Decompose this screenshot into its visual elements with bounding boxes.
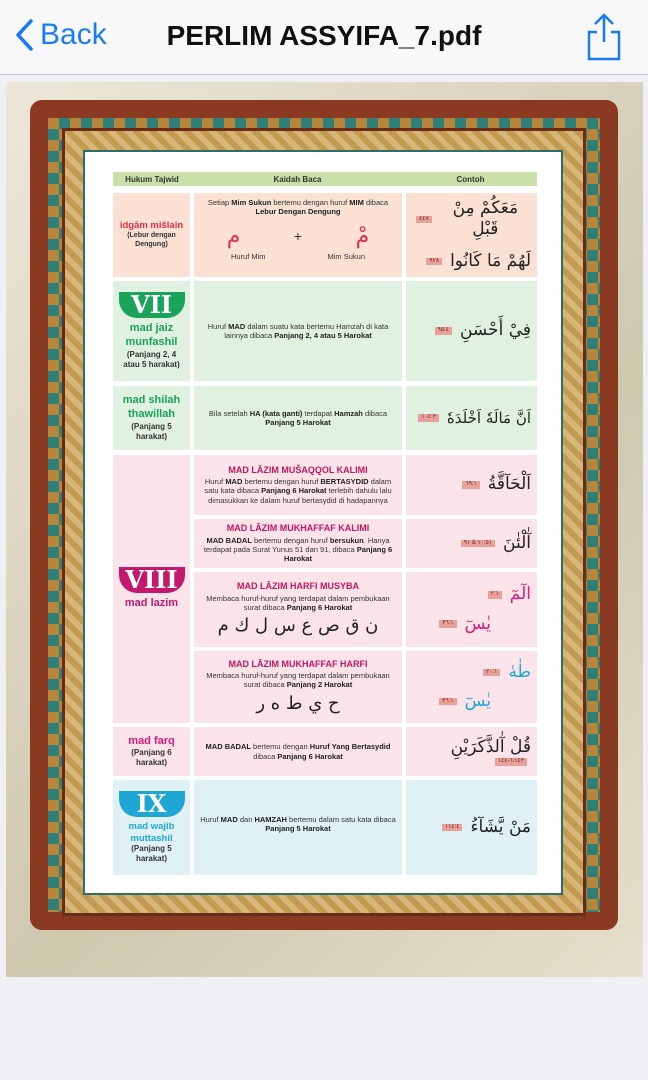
label-mim-sukun: Mim Sukun — [327, 252, 366, 262]
text: (Panjang 6 harakat) — [131, 748, 172, 768]
text: MAD LĀZIM MUKHAFFAF KALIMI — [226, 523, 370, 534]
text: Huruf — [204, 477, 226, 487]
text: مَعَكُمْ مِنْ قَبْلِ — [452, 198, 519, 240]
text: MAD BADAL — [206, 535, 252, 545]
hukum-mad-lazim — [113, 455, 190, 723]
text: مَنْ يَّشَآءُ — [470, 816, 531, 837]
text: MAD BADAL — [205, 742, 251, 752]
text: HAMZAH — [254, 815, 287, 824]
text: terlebih dahulu lalu dimasukkan ke dalam huruf bertasydid di hadapannya — [208, 486, 392, 505]
text: Panjang 6 Harokat — [277, 751, 343, 761]
plus-sign: + — [293, 227, 303, 244]
text: MAD — [225, 477, 243, 487]
text: bersukun — [329, 535, 364, 545]
text: . Hanya terdapat pada Surat Yunus 51 dan 91, dibaca — [203, 535, 390, 554]
hukum-mad-jaiz-munfashil — [113, 281, 190, 381]
kaidah-mad-wajib-muttashil — [194, 780, 402, 875]
text: ٤٤٧ — [416, 216, 432, 224]
text: terdapat — [302, 408, 335, 418]
letter-mim: م — [226, 223, 241, 249]
roman-badge-vii: VII — [119, 292, 185, 318]
share-icon[interactable] — [584, 12, 624, 62]
header-hukum-tajwid: Hukum Tajwid — [113, 172, 191, 186]
text: dibaca — [363, 198, 389, 207]
text: dalam suatu kata bertemu Hamzah di kata lainnya dibaca — [224, 321, 389, 340]
text: Lebur Dengan Dengung — [255, 207, 341, 217]
text: dalam satu kata dibaca — [204, 477, 392, 496]
text: لَهُمْ مَا كَانُوا — [450, 250, 531, 271]
text: Mim Sukun — [231, 198, 272, 207]
text: ٣٦:١ — [439, 620, 456, 628]
hukum-name: idgām mišlain — [119, 220, 184, 232]
header-contoh: Contoh — [404, 172, 537, 186]
letter-mim-sukun: مْ — [355, 223, 370, 249]
text: dibaca — [253, 751, 278, 761]
text: bertemu dengan huruf — [271, 198, 350, 207]
text: ٦:١٤٣-١٤٤ — [495, 758, 527, 766]
contoh-mad-lazim-mukhaffaf-harfi — [406, 651, 537, 723]
text: ١٠:٥١ & ٩١ — [461, 540, 495, 548]
text: bertemu dengan huruf — [242, 477, 321, 487]
text: ٩٢٨ — [426, 258, 442, 266]
text: Huruf — [200, 815, 221, 824]
header-kaidah-baca: Kaidah Baca — [191, 172, 404, 186]
text: ٢٠:١ — [483, 669, 500, 677]
text: bertemu dalam satu kata dibaca — [286, 815, 396, 824]
text: Panjang 6 Harokat — [284, 544, 393, 564]
hukum-mad-wajib-muttashil — [113, 780, 190, 875]
text: الٓمٓ — [509, 584, 531, 605]
text: MAD LĀZIM MUKHAFFAF HARFI — [228, 658, 368, 669]
text: Bila setelah — [208, 408, 250, 418]
text: Membaca huruf-huruf yang terdapat dalam pembukaan surat dibaca — [206, 671, 390, 690]
kaidah-mad-farq — [194, 727, 402, 776]
hukum-mad-farq — [113, 727, 190, 776]
hukum-mad-shilah-thawillah — [113, 386, 190, 450]
text: اَلْحَآقَّةُ — [487, 474, 531, 495]
text: ٢:١ — [488, 591, 502, 599]
text: آٰلْئٰنَ — [503, 532, 531, 553]
contoh-mad-lazim-harfi-musyba — [406, 572, 537, 647]
text: Panjang 6 Harokat — [286, 602, 353, 612]
back-label: Back — [40, 18, 107, 51]
contoh-mad-lazim-musaqqol-kalimi — [406, 455, 537, 515]
text: MAD — [220, 815, 238, 824]
text: BERTASYDID — [320, 477, 369, 487]
text: ٩٥:٤ — [435, 327, 452, 335]
text: يٰسٓ — [464, 613, 491, 634]
huruf-mukhaffaf: ح ي ط ه ر — [256, 692, 340, 714]
navigation-bar — [0, 0, 648, 75]
text: قُلْ آٰلذَّكَرَيْنِ — [450, 737, 531, 758]
text: Panjang 2 Harokat — [286, 680, 353, 690]
text: اَنَّ مَالَهٗ اَخْلَدَهٗ — [446, 408, 531, 427]
text: طٰهٰ — [508, 661, 531, 682]
contoh-mad-wajib-muttashil — [406, 780, 537, 875]
text: dan — [237, 815, 255, 824]
huruf-musyba: ن ق ص ع س ل ك م — [217, 615, 379, 637]
text: Panjang 5 Harokat — [265, 824, 331, 834]
text: HA (kata ganti) — [249, 408, 303, 418]
text: mad wajib muttashil — [128, 820, 175, 844]
contoh-mad-lazim-mukhaffaf-kalimi — [406, 519, 537, 568]
text: MAD — [228, 321, 246, 331]
text: bertemu dengan huruf — [251, 535, 330, 545]
contoh-mad-shilah-thawillah — [406, 386, 537, 450]
text: Hamzah — [334, 408, 363, 418]
text: (Panjang 2, 4 atau 5 harakat) — [123, 349, 180, 369]
label-huruf-mim: Huruf Mim — [230, 252, 266, 262]
text: Setiap — [207, 198, 232, 207]
text: ٦٩:١ — [462, 481, 479, 489]
text: Membaca huruf-huruf yang terdapat dalam pembukaan surat dibaca — [206, 593, 390, 612]
roman-badge-ix: IX — [119, 791, 185, 817]
kaidah-mad-lazim-mukhaffaf-kalimi — [194, 519, 402, 568]
text: ١١٤:٤ — [442, 824, 463, 832]
contoh-idgam-mislain — [406, 193, 537, 277]
text: (Panjang 5 harakat) — [131, 421, 172, 441]
text: Huruf — [207, 321, 229, 331]
contoh-mad-farq — [406, 727, 537, 776]
text: يٰسٓ — [464, 691, 491, 711]
text: mad lazim — [124, 597, 179, 610]
text: Huruf Yang Bertasydid — [309, 742, 391, 752]
roman-badge-viii: VIII — [119, 567, 185, 593]
text: MIM — [349, 198, 364, 207]
hukum-idgam-mislain — [113, 193, 190, 277]
text: Panjang 2, 4 atau 5 Harokat — [274, 331, 372, 340]
chevron-left-icon — [14, 18, 34, 52]
text: mad shilah thawillah — [122, 394, 181, 420]
document-title: PERLIM ASSYIFA_7.pdf — [166, 20, 482, 51]
text: MAD LĀZIM MUŠAQQOL KALIMI — [228, 464, 368, 475]
text: mad farq — [128, 734, 175, 747]
contoh-mad-jaiz-munfashil — [406, 281, 537, 381]
text: MAD LĀZIM HARFI MUSYBA — [237, 581, 359, 592]
hukum-note: (Lebur dengan Dengung) — [127, 232, 176, 248]
kaidah-mad-lazim-musaqqol-kalimi — [194, 455, 402, 515]
back-button[interactable] — [14, 18, 107, 52]
kaidah-idgam-mislain — [194, 193, 402, 277]
kaidah-mad-jaiz-munfashil — [194, 281, 402, 381]
text: Panjang 6 Harokat — [261, 486, 327, 496]
kaidah-mad-shilah-thawillah — [194, 386, 402, 450]
text: (Panjang 5 harakat) — [131, 844, 172, 864]
kaidah-mad-lazim-harfi-musyba — [194, 572, 402, 647]
text: ١٠٤:٣ — [418, 414, 439, 422]
text: فِيْ أَحْسَنِ — [459, 320, 531, 341]
text: ٣٦:١ — [439, 698, 456, 706]
text: dibaca — [362, 408, 388, 418]
text: Panjang 5 Harokat — [265, 418, 331, 427]
text: mad jaiz munfashil — [125, 322, 178, 348]
text: bertemu dengan — [250, 742, 310, 752]
kaidah-mad-lazim-mukhaffaf-harfi — [194, 651, 402, 723]
